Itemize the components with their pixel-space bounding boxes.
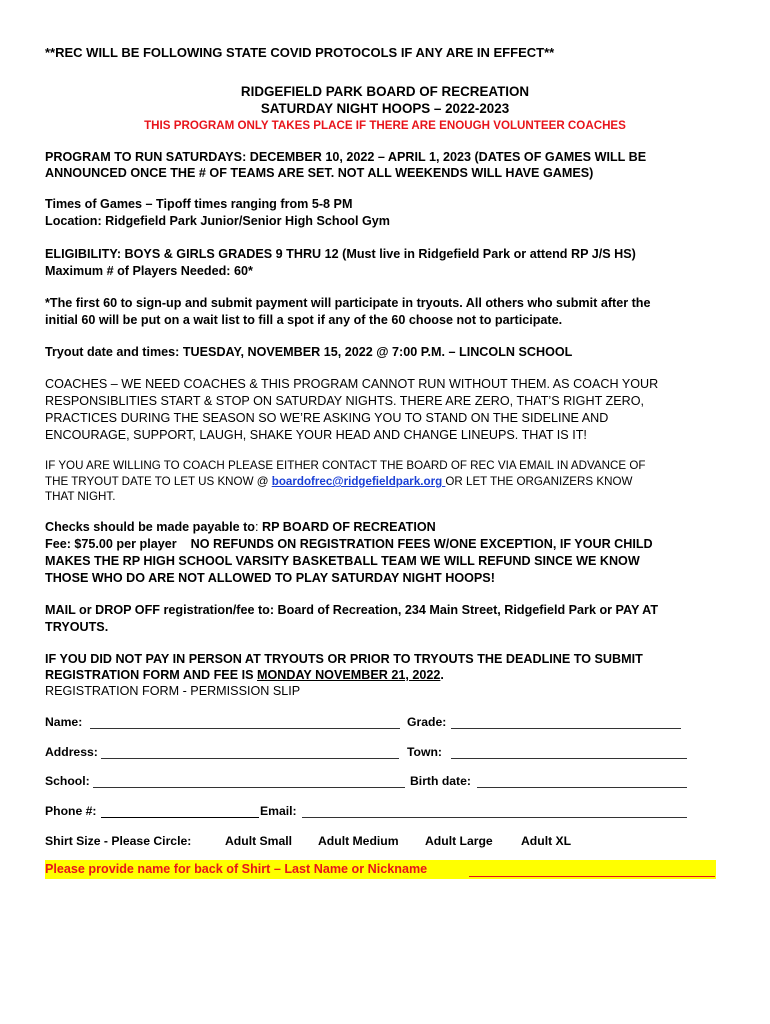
fee-label: Fee: $75.00 per player — [45, 537, 177, 551]
fee-text: NO REFUNDS ON REGISTRATION FEES W/ONE EXCEPTION, IF YOUR CHILD — [176, 537, 653, 551]
email-field[interactable] — [302, 817, 687, 818]
email-link[interactable]: boardofrec@ridgefieldpark.org — [271, 475, 446, 488]
shirt-size-label: Shirt Size - Please Circle: — [45, 834, 192, 848]
contact-line-2-pre: THE TRYOUT DATE TO LET US KNOW @ — [45, 475, 272, 488]
shirt-option-large[interactable]: Adult Large — [425, 834, 493, 848]
school-label: School: — [45, 774, 90, 788]
address-field[interactable] — [101, 758, 399, 759]
shirt-name-field[interactable] — [469, 876, 715, 877]
shirt-option-xl[interactable]: Adult XL — [521, 834, 572, 848]
coaches-line-4: ENCOURAGE, SUPPORT, LAUGH, SHAKE YOUR HEAD AND CHANGE LINEUPS. THAT IS IT! — [45, 428, 587, 442]
signup-line-1: *The first 60 to sign-up and submit payment will participate in tryouts. All others who submit after the — [45, 296, 651, 310]
address-label: Address: — [45, 745, 98, 759]
fee-line-3: THOSE WHO DO ARE NOT ALLOWED TO PLAY SATURDAY NIGHT HOOPS! — [45, 571, 495, 585]
schedule-line-1: PROGRAM TO RUN SATURDAYS: DECEMBER 10, 2022 – APRIL 1, 2023 (DATES OF GAMES WILL BE — [45, 150, 647, 164]
volunteer-notice: THIS PROGRAM ONLY TAKES PLACE IF THERE ARE ENOUGH VOLUNTEER COACHES — [144, 119, 626, 132]
phone-label: Phone #: — [45, 804, 97, 818]
tryout-value: TUESDAY, NOVEMBER 15, 2022 @ 7:00 P.M. – LINCOLN SCHOOL — [182, 345, 573, 359]
deadline-pre: REGISTRATION FORM AND FEE IS — [45, 668, 257, 682]
grade-field[interactable] — [451, 728, 681, 729]
tryout-label: Tryout date and times: — [45, 345, 180, 359]
contact-line-3: THAT NIGHT. — [45, 490, 116, 503]
tryout-info — [45, 345, 572, 359]
game-times: Times of Games – Tipoff times ranging from 5-8 PM — [45, 197, 353, 211]
school-field[interactable] — [93, 787, 405, 788]
fee-line-2: MAKES THE RP HIGH SCHOOL VARSITY BASKETBALL TEAM WE WILL REFUND SINCE WE KNOW — [45, 554, 640, 568]
checks-payable — [45, 520, 436, 534]
mail-line-2: TRYOUTS. — [45, 620, 109, 634]
coaches-line-1: COACHES – WE NEED COACHES & THIS PROGRAM CANNOT RUN WITHOUT THEM. AS COACH YOUR — [45, 377, 659, 391]
coaches-line-3: PRACTICES DURING THE SEASON SO WE’RE ASKING YOU TO STAND ON THE SIDELINE AND — [45, 411, 609, 425]
coaches-line-2: RESPONSIBLITIES START & STOP ON SATURDAY NIGHTS. THERE ARE ZERO, THAT’S RIGHT ZERO, — [45, 394, 645, 408]
checks-sep: : — [254, 520, 262, 534]
grade-label: Grade: — [407, 715, 447, 729]
email-label: Email: — [260, 804, 297, 818]
deadline-line-1: IF YOU DID NOT PAY IN PERSON AT TRYOUTS OR PRIOR TO TRYOUTS THE DEADLINE TO SUBMIT — [45, 652, 643, 666]
mail-line-1: MAIL or DROP OFF registration/fee to: Board of Recreation, 234 Main Street, Ridgefield Park or PAY AT — [45, 603, 659, 617]
name-field[interactable] — [90, 728, 400, 729]
birthdate-field[interactable] — [477, 787, 687, 788]
contact-line-1: IF YOU ARE WILLING TO COACH PLEASE EITHER CONTACT THE BOARD OF REC VIA EMAIL IN ADVANCE OF — [45, 459, 646, 472]
shirt-option-small[interactable]: Adult Small — [225, 834, 293, 848]
schedule-line-2: ANNOUNCED ONCE THE # OF TEAMS ARE SET. NOT ALL WEEKENDS WILL HAVE GAMES) — [45, 166, 594, 180]
contact-line-2 — [45, 475, 632, 488]
shirt-name-prompt: Please provide name for back of Shirt – Last Name or Nickname — [45, 862, 428, 876]
max-players: Maximum # of Players Needed: 60* — [45, 264, 253, 278]
name-label: Name: — [45, 715, 83, 729]
town-label: Town: — [407, 745, 442, 759]
contact-line-2-post: OR LET THE ORGANIZERS KNOW — [445, 475, 633, 488]
signup-line-2: initial 60 will be put on a wait list to fill a spot if any of the 60 choose not to participate. — [45, 313, 563, 327]
eligibility-line-1: ELIGIBILITY: BOYS & GIRLS GRADES 9 THRU 12 (Must live in Ridgefield Park or attend RP J/S HS) — [45, 247, 636, 261]
phone-field[interactable] — [101, 817, 259, 818]
form-title: REGISTRATION FORM - PERMISSION SLIP — [45, 684, 301, 698]
covid-notice: **REC WILL BE FOLLOWING STATE COVID PROTOCOLS IF ANY ARE IN EFFECT** — [45, 45, 555, 60]
deadline-date: MONDAY NOVEMBER 21, 2022 — [257, 668, 441, 682]
checks-label: Checks should be made payable to — [45, 520, 255, 534]
org-name: RIDGEFIELD PARK BOARD OF RECREATION — [240, 84, 530, 99]
deadline-line-2 — [45, 668, 444, 682]
town-field[interactable] — [451, 758, 687, 759]
program-title: SATURDAY NIGHT HOOPS – 2022-2023 — [260, 101, 510, 116]
checks-value: RP BOARD OF RECREATION — [261, 520, 436, 534]
birthdate-label: Birth date: — [410, 774, 471, 788]
fee-line-1 — [45, 537, 653, 551]
game-location: Location: Ridgefield Park Junior/Senior High School Gym — [45, 214, 390, 228]
shirt-option-medium[interactable]: Adult Medium — [318, 834, 399, 848]
deadline-post: . — [440, 668, 444, 682]
